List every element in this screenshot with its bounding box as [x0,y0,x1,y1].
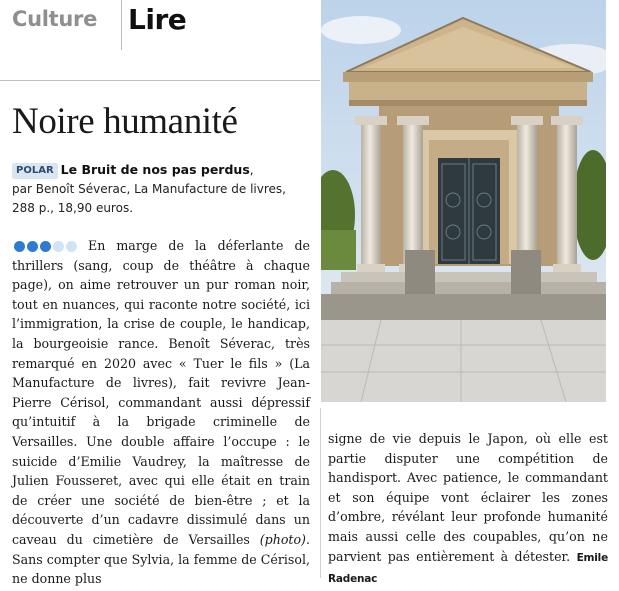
section-title: Lire [128,3,187,36]
book-title-line [12,160,318,180]
book-details: 288 p., 18,90 euros. [12,201,134,215]
book-title-suffix: , [249,163,254,177]
column-divider [320,408,321,578]
rubric-label: Culture [12,7,98,31]
genre-badge: POLAR [12,163,58,179]
book-title: Le Bruit de nos pas perdus [60,162,250,177]
book-info [12,160,318,218]
header-rule [0,80,320,81]
article-signature: Emile Radenac [328,551,608,586]
body-text-part-2: Sans compter que Sylvia, la femme de Cérisol, ne donne plus [12,551,310,587]
article-headline: Noire humanité [12,101,238,142]
header-divider [121,0,122,50]
body-text-part-1: En marge de la déferlante de thrillers (sang, coup de théâtre à chaque page), on aime retrouver un pur roman noir, tout en nuances, qui raconte notre société, ici l’immigration, la crise de couple, le handicap, la bourgeoisie rance. Benoît Séverac, très remarqué en 2020 avec « Tuer le fils » (La Manufacture de livres), fait revivre Jean-Pierre Cérisol, commandant aussi dépressif qu’intuitif à la brigade criminelle de Versailles. Une double affaire l’occupe : le suicide d’Emilie Vaudrey, la maîtresse de Julien Fousseret, avec qui elle était en train de créer une société de bien-être ; et la découverte d’un cadavre dissimulé dans un caveau du cimetière de Versailles [12,238,310,547]
page-header [0,0,320,80]
body-text-part-3: signe de vie depuis le Japon, où elle est partie disputer une compétition de handisport. Avec patience, le commandant et son équipe vont éclairer les zones d’ombre, révélant leur profonde humanité mais aussi celle des coupables, qu’on ne parvient pas entièrement à détester. [328,431,608,564]
book-author-publisher: par Benoît Séverac, La Manufacture de livres, [12,182,286,196]
article-body-column-2 [328,429,608,590]
article-photo [321,0,606,402]
mausoleum-photo [321,0,606,402]
article-body-column-1 [12,236,310,589]
photo-reference: (photo). [259,531,310,547]
